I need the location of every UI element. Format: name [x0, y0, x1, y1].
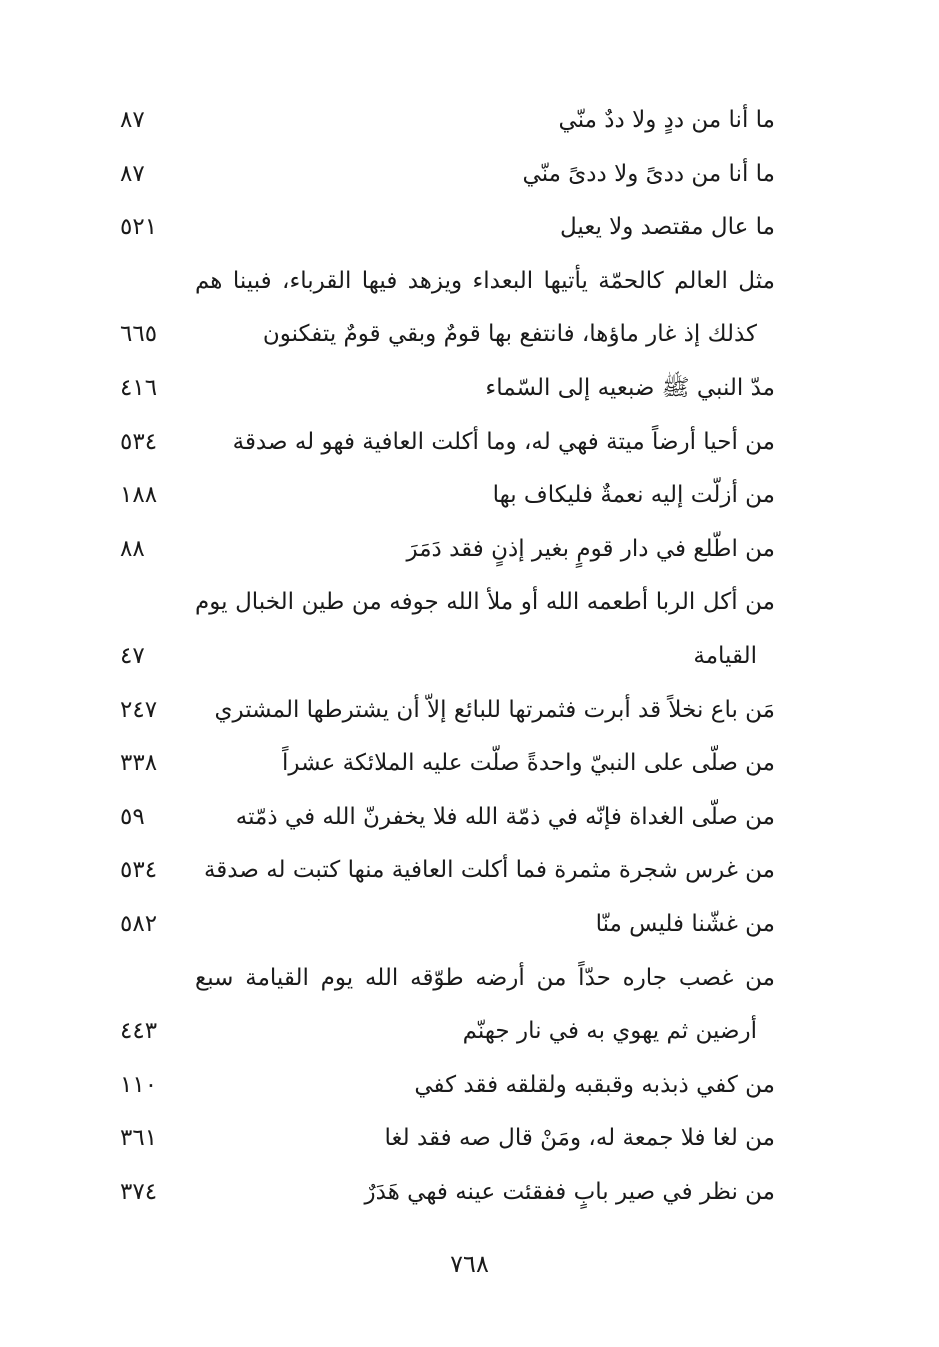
index-entry [0, 94, 939, 148]
index-entry-continuation [0, 308, 939, 362]
entry-text: ما أنا من ددىً ولا ددىً منّي [522, 160, 775, 187]
index-entry [0, 469, 939, 523]
index-entry [0, 844, 939, 898]
entry-page-number: ٥٩ [120, 803, 145, 830]
page-number: ٧٦٨ [450, 1250, 489, 1278]
entry-text: من اطّلع في دار قومٍ بغير إذنٍ فقد دَمَرَ [406, 535, 775, 562]
entry-page-number: ٣٣٨ [120, 750, 158, 777]
entry-page-number: ٤٤٣ [120, 1018, 158, 1045]
entry-page-number: ٢٤٧ [120, 696, 158, 723]
entry-text: أرضين ثم يهوي به في نار جهنّم [462, 1018, 757, 1045]
entry-text: من أحيا أرضاً ميتة فهي له، وما أكلت العافية فهو له صدقة [232, 428, 775, 455]
entry-page-number: ١١٠ [120, 1071, 158, 1098]
entry-page-number: ٣٦١ [120, 1125, 158, 1152]
index-entry [0, 201, 939, 255]
entry-text: من غرس شجرة مثمرة فما أكلت العافية منها كتبت له صدقة [203, 857, 775, 884]
index-entry [0, 791, 939, 845]
entry-page-number: ٥٣٤ [120, 857, 158, 884]
entry-page-number: ٨٧ [120, 160, 145, 187]
index-entry [0, 737, 939, 791]
index-entry [0, 898, 939, 952]
index-entry [0, 523, 939, 577]
entry-page-number: ٨٧ [120, 107, 145, 133]
index-entry-continuation [0, 630, 939, 684]
index-entry [0, 1166, 939, 1220]
entry-text: مدّ النبي ﷺ ضبعيه إلى السّماء [485, 374, 775, 401]
index-entry [0, 684, 939, 738]
index-entry [0, 255, 939, 309]
entry-text: مَن باع نخلاً قد أبرت فثمرتها للبائع إلاّ أن يشترطها المشتري [214, 696, 775, 723]
entry-text: من لغا فلا جمعة له، ومَنْ قال صه فقد لغا [384, 1125, 775, 1152]
index-entry [0, 1059, 939, 1113]
index-entry [0, 362, 939, 416]
index-entry [0, 1112, 939, 1166]
entry-text: كذلك إذ غار ماؤها، فانتفع بها قومٌ وبقي قومٌ يتفكنون [262, 321, 757, 348]
entry-page-number: ١٨٨ [120, 482, 158, 509]
entry-text: ما عال مقتصد ولا يعيل [559, 214, 775, 241]
hadith-index-list [0, 94, 939, 1219]
index-entry [0, 148, 939, 202]
entry-text: من غشّنا فليس منّا [595, 910, 775, 937]
index-entry-continuation [0, 1005, 939, 1059]
entry-text: من نظر في صير بابٍ ففقئت عينه فهي هَدَرٌ [364, 1178, 775, 1205]
index-entry [0, 952, 939, 1006]
entry-page-number: ٥٢١ [120, 214, 158, 241]
entry-text: من غصب جاره حدّاً من أرضه طوّقه الله يوم القيامة سبع [195, 964, 775, 991]
entry-text: من صلّى الغداة فإنّه في ذمّة الله فلا يخفرنّ الله في ذمّته [235, 803, 775, 830]
entry-page-number: ٨٨ [120, 535, 145, 562]
entry-text: ما أنا من ددٍ ولا ددٌ منّي [558, 107, 775, 133]
entry-page-number: ٣٧٤ [120, 1178, 158, 1205]
entry-text: مثل العالم كالحمّة يأتيها البعداء ويزهد فيها القرباء، فبينا هم [195, 267, 775, 294]
index-entry [0, 416, 939, 470]
entry-text: القيامة [693, 642, 757, 669]
entry-text: من كفي ذبذبه وقبقبه ولقلقه فقد كفي [414, 1071, 775, 1098]
index-entry [0, 576, 939, 630]
entry-page-number: ٤٧ [120, 642, 145, 669]
entry-page-number: ٥٣٤ [120, 428, 158, 455]
entry-page-number: ٥٨٢ [120, 910, 158, 937]
entry-page-number: ٤١٦ [120, 374, 158, 401]
entry-text: من أكل الربا أطعمه الله أو ملأ الله جوفه من طين الخبال يوم [195, 589, 775, 616]
entry-text: من صلّى على النبيّ واحدةً صلّت عليه الملائكة عشراً [282, 750, 775, 777]
entry-page-number: ٦٦٥ [120, 321, 158, 348]
entry-text: من أزلّت إليه نعمةٌ فليكاف بها [492, 482, 775, 509]
